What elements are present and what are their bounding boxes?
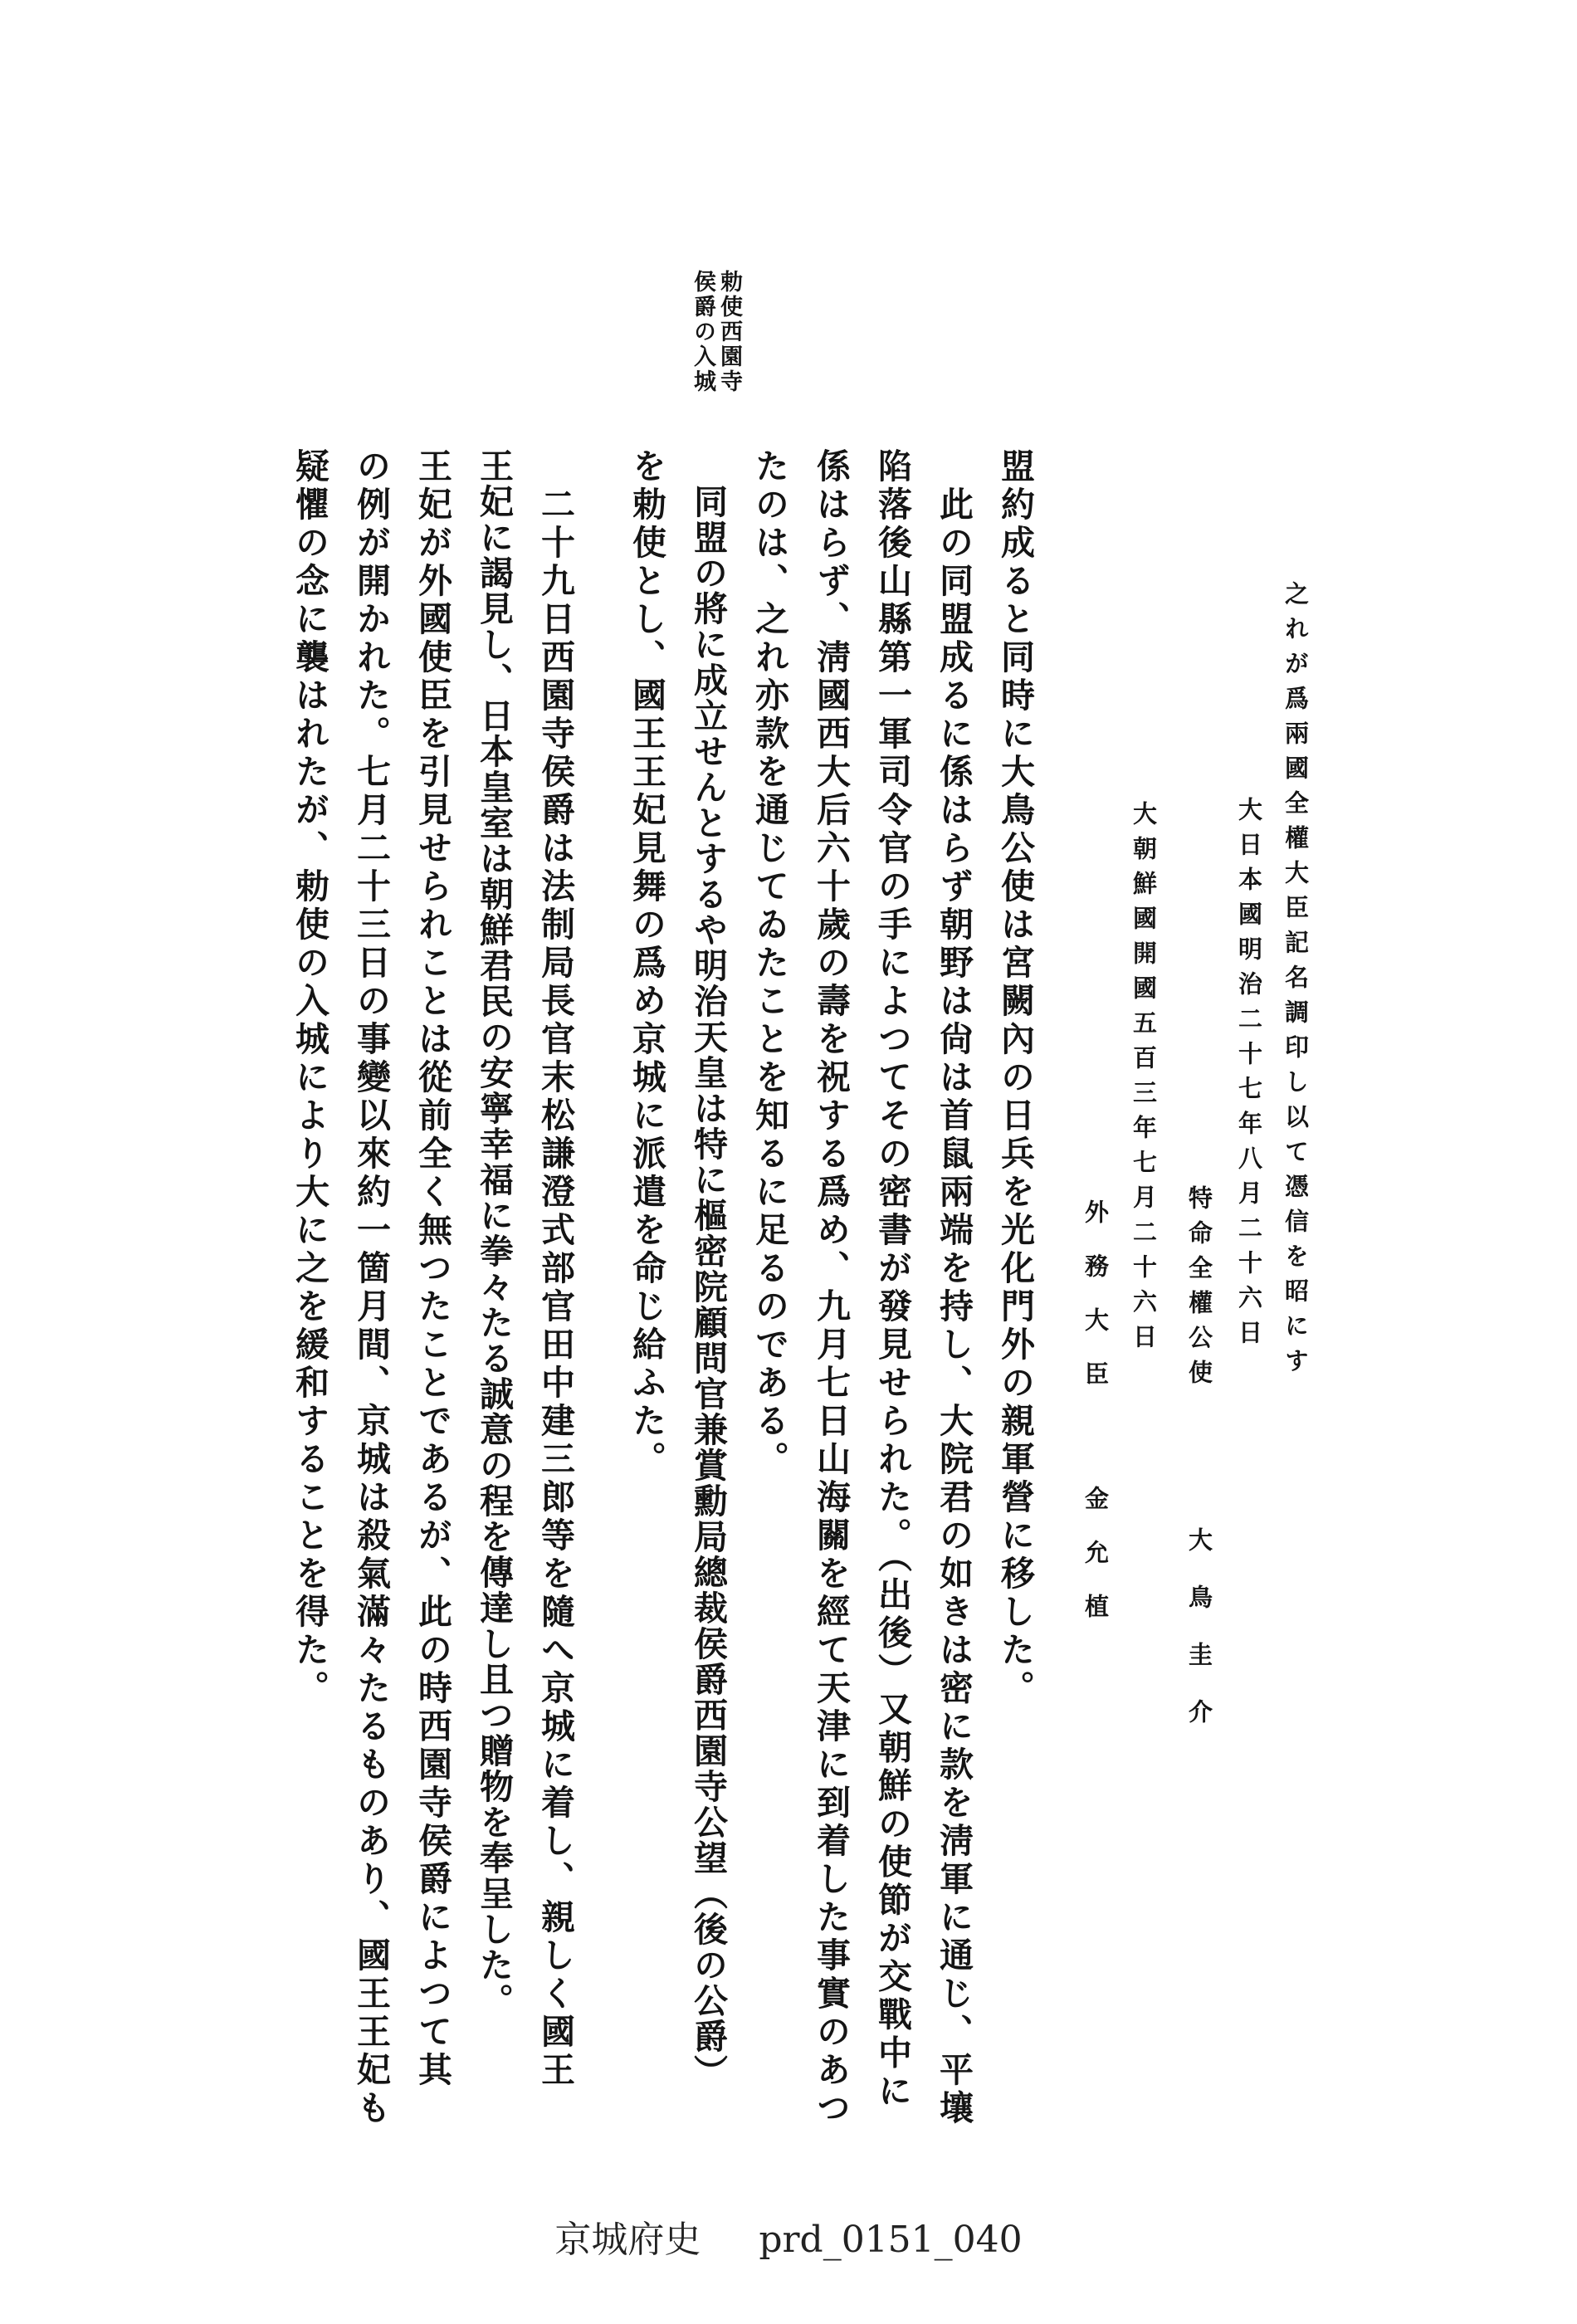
side-heading-line: 勅使西園寺 (716, 270, 742, 394)
paragraph-line: 係はらず、淸國西大后六十歲の壽を祝する爲め、九月七日山海關を經て天津に到着した事實のあつ (811, 448, 851, 2128)
paragraph-line: の例が開かれた。七月二十三日の事變以來約一箇月間、京城は殺氣滿々たるものあり、國王王妃も (351, 448, 391, 2128)
paragraph-line: 盟約成ると同時に大鳥公使は宮闕內の日兵を光化門外の親軍營に移した。 (995, 448, 1035, 1708)
paragraph-line: 此の同盟成るに係はらず朝野は尙は首鼠兩端を持し、大院君の如きは密に款を淸軍に通じ、平壤 (934, 448, 974, 2128)
signatory-japan-title: 特命全權公使 (1185, 1185, 1213, 1394)
paragraph-line: を勅使とし、國王王妃見舞の爲め京城に派遣を命じ給ふた。 (627, 448, 666, 1479)
page-footer (0, 2209, 1577, 2259)
paragraph-line: 王妃に謁見し、日本皇室は朝鮮君民の安寧幸福に拳々たる誠意の程を傳達し且つ贈物を奉呈した。 (474, 448, 514, 2019)
declaration-line: 之れが爲兩國全權大臣記名調印し以て憑信を昭にす (1282, 581, 1310, 1383)
signatory-korea-title: 外務大臣 (1081, 1199, 1110, 1415)
footer-title: 京城府史 (554, 2219, 701, 2261)
paragraph-line: 疑懼の念に襲はれたが、勅使の入城により大に之を緩和することを得た。 (290, 448, 330, 1708)
paragraph-line: たのは、之れ亦款を通じてゐたことを知るに足るのである。 (749, 448, 789, 1479)
paragraph-line: 陷落後山縣第一軍司令官の手によつてその密書が發見せられた。（出後）又朝鮮の使節が交戰中に (872, 448, 912, 2112)
date-korea: 大朝鮮國開國五百三年七月二十六日 (1130, 801, 1158, 1359)
side-heading-line: 侯爵の入城 (690, 270, 715, 394)
footer-code: prd_0151_040 (759, 2219, 1023, 2261)
signatory-japan-name: 大鳥圭介 (1185, 1527, 1213, 1756)
paragraph-line: 二十九日西園寺侯爵は法制局長官末松謙澄式部官田中建三郎等を隨へ京城に着し、親しく國王 (535, 448, 575, 2090)
paragraph-line: 同盟の將に成立せんとするや明治天皇は特に樞密院顧問官兼賞勳局總裁侯爵西園寺公望（後の公爵） (688, 448, 728, 2090)
paragraph-line: 王妃が外國使臣を引見せられことは從前全く無つたことであるが、此の時西園寺侯爵によつて其 (413, 448, 452, 2090)
date-japan: 大日本國明治二十七年八月二十六日 (1235, 797, 1263, 1355)
signatory-korea-name: 金允植 (1081, 1486, 1110, 1648)
